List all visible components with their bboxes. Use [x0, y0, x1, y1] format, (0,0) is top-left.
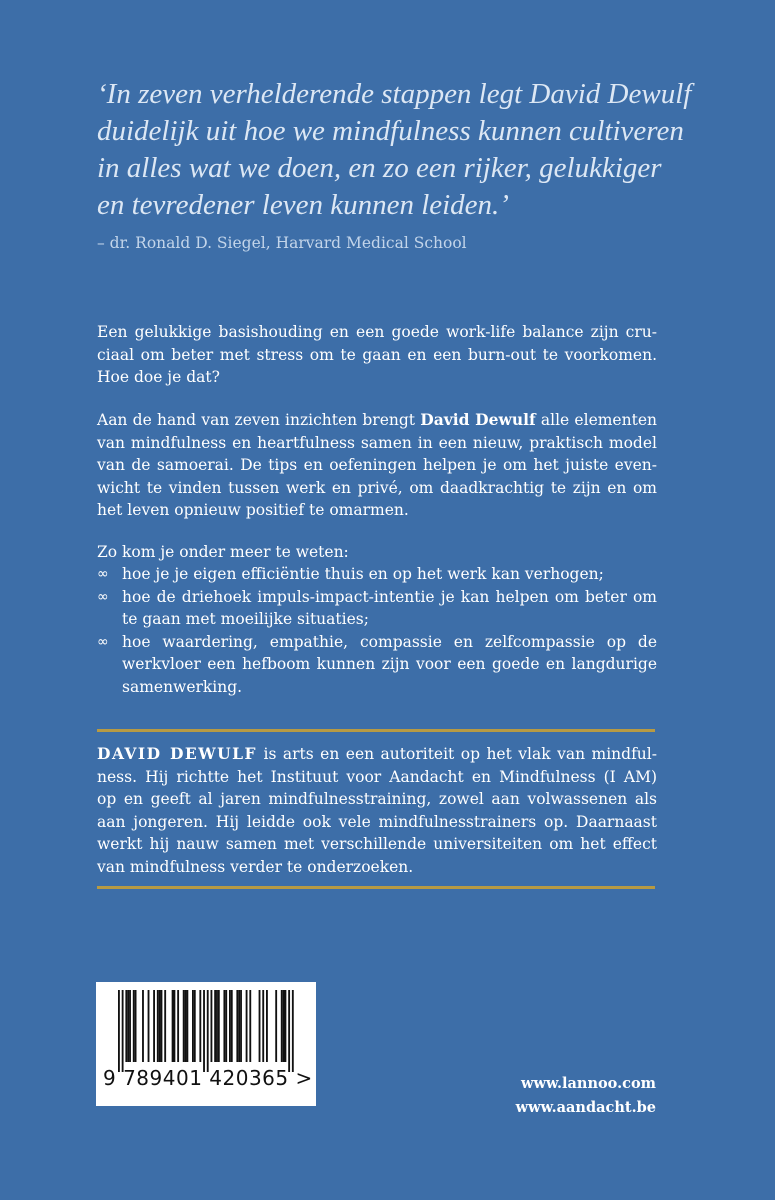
quote-attribution: – dr. Ronald D. Siegel, Harvard Medical School	[97, 234, 467, 252]
description-text: alle elementen	[535, 411, 657, 429]
author-name: DAVID DEWULF	[97, 744, 258, 763]
barcode-bar	[122, 990, 124, 1072]
barcode-bar	[172, 990, 174, 1062]
intro-paragraph	[97, 321, 657, 389]
barcode-bar	[183, 990, 185, 1062]
quote-line: ‘In zeven verhelderende stappen legt David Dewulf	[97, 78, 692, 110]
barcode-bar	[194, 990, 196, 1062]
paragraph-line: aan jongeren. Hij leidde ook vele mindfulnesstrainers op. Daarnaast	[97, 812, 657, 831]
divider-bottom	[97, 886, 655, 889]
quote-line: duidelijk uit hoe we mindfulness kunnen cultiveren	[97, 115, 684, 147]
author-bio	[97, 743, 657, 878]
barcode-bar	[133, 990, 135, 1062]
paragraph-line: werkt hij nauw samen met verschillende universiteiten om het effect	[97, 835, 657, 853]
barcode-bar	[246, 990, 248, 1062]
barcode-bar	[266, 990, 268, 1062]
learn-bullet-list	[97, 563, 657, 698]
barcode-bar	[148, 990, 150, 1062]
paragraph-line: van mindfulness en heartfulness samen in een nieuw, praktisch model	[97, 433, 657, 452]
barcode-bar	[214, 990, 216, 1062]
paragraph-line: ciaal om beter met stress om te gaan en een burn-out te voorkomen.	[97, 345, 657, 364]
barcode-bar	[288, 990, 290, 1072]
quote-line: in alles wat we doen, en zo een rijker, gelukkiger	[97, 152, 662, 184]
barcode-bar	[262, 990, 264, 1062]
barcode-bar	[218, 990, 220, 1062]
barcode-bar	[211, 990, 213, 1062]
isbn-barcode	[96, 982, 316, 1106]
paragraph-line: Hoe doe je dat?	[97, 368, 220, 386]
barcode-bar	[292, 990, 294, 1072]
paragraph-line: wicht te vinden tussen werk en privé, om daadkrachtig te zijn en om	[97, 478, 657, 497]
barcode-bar	[186, 990, 188, 1062]
website-url: www.aandacht.be	[515, 1099, 656, 1116]
description-text: Aan de hand van zeven inzichten brengt	[97, 411, 421, 429]
paragraph-line: het leven opnieuw positief te omarmen.	[97, 501, 409, 519]
barcode-bar	[207, 990, 209, 1072]
paragraph-line: van de samoerai. De tips en oefeningen helpen je om het juiste even-	[97, 456, 657, 474]
publisher-urls	[516, 1072, 656, 1120]
paragraph-line: ness. Hij richtte het Instituut voor Aandacht en Mindfulness (I AM)	[97, 767, 657, 786]
endorsement-quote	[97, 76, 697, 224]
list-item: ∞ hoe je je eigen efficiëntie thuis en op het werk kan verhogen;	[97, 563, 657, 586]
barcode-bar	[275, 990, 277, 1062]
paragraph-line: Een gelukkige basishouding en een goede work-life balance zijn cru-	[97, 323, 657, 341]
barcode-bar	[229, 990, 231, 1062]
barcode-bar	[142, 990, 144, 1062]
barcode-digits: 9 789401 420365 >	[103, 1066, 313, 1090]
barcode-bar	[164, 990, 166, 1062]
barcode-bar	[135, 990, 137, 1062]
description-paragraph	[97, 409, 657, 522]
barcode-bar	[231, 990, 233, 1062]
list-item: ∞ hoe de driehoek impuls-impact-intentie je kan helpen om beter om te gaan met moeilijke situaties;	[97, 587, 657, 628]
barcode-bar	[129, 990, 131, 1062]
infinity-bullet-icon: ∞	[97, 588, 109, 605]
barcode-bar	[174, 990, 176, 1062]
infinity-bullet-icon: ∞	[97, 566, 109, 582]
barcode-bar	[281, 990, 283, 1062]
barcode-bar	[157, 990, 159, 1062]
list-item: ∞ hoe waardering, empathie, compassie en zelfcompassie op de werkvloer een hefboom kunnen zijn voor een goede en langdurige samenwerking.	[97, 632, 657, 696]
barcode-bar	[283, 990, 285, 1062]
barcode-bar	[127, 990, 129, 1062]
barcode-bar	[236, 990, 238, 1062]
barcode-bar	[225, 990, 227, 1062]
barcode-bar	[285, 990, 287, 1062]
barcode-bar	[185, 990, 187, 1062]
barcode-bar	[216, 990, 218, 1062]
paragraph-line	[97, 743, 657, 766]
bio-text: is arts en een autoriteit op het vlak van mindful-	[257, 745, 657, 763]
paragraph-line: op en geeft al jaren mindfulnesstraining, zowel aan volwassenen als	[97, 790, 657, 808]
barcode-bar	[125, 990, 127, 1062]
publisher-url: www.lannoo.com	[520, 1075, 656, 1092]
quote-line: en tevredener leven kunnen leiden.’	[97, 189, 509, 221]
barcode-bar	[153, 990, 155, 1062]
paragraph-line: van mindfulness verder te onderzoeken.	[97, 857, 414, 876]
paragraph-line	[97, 409, 657, 432]
barcode-bar	[161, 990, 163, 1062]
barcode-bar	[240, 990, 242, 1062]
barcode-bar	[118, 990, 120, 1072]
barcode-bar	[203, 990, 205, 1072]
barcode-bar	[192, 990, 194, 1062]
divider-top	[97, 729, 655, 732]
barcode-bar	[259, 990, 261, 1062]
barcode-bar	[177, 990, 179, 1062]
barcode-bar	[223, 990, 225, 1062]
barcode-bar	[159, 990, 161, 1062]
author-name-inline: David Dewulf	[420, 410, 536, 429]
barcode-bar	[199, 990, 201, 1062]
barcode-bar	[249, 990, 251, 1062]
infinity-bullet-icon: ∞	[97, 633, 109, 650]
learn-intro: Zo kom je onder meer te weten:	[97, 543, 349, 561]
barcode-bar	[238, 990, 240, 1062]
